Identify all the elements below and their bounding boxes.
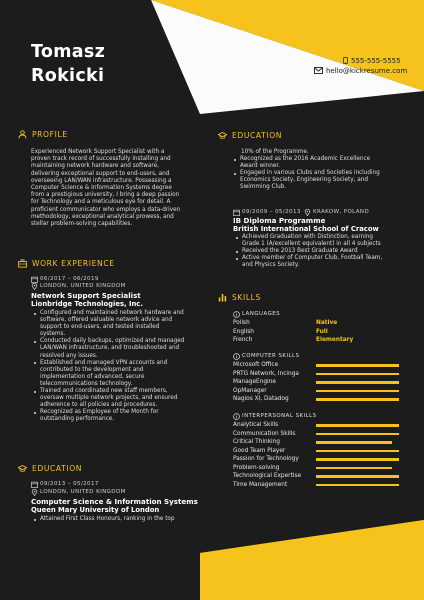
profile-line: overseeing LAN/WAN infrastructure. Possessing a xyxy=(31,177,172,184)
list-item: Attained First Class Honours, ranking in the top xyxy=(33,516,175,523)
skill-level-bar xyxy=(316,373,399,376)
work-experience-heading: WORK EXPERIENCE xyxy=(32,259,115,268)
list-item: Recognized as the 2016 Academic Excellence xyxy=(233,156,380,163)
email-address[interactable]: hello@kickresume.com xyxy=(326,67,408,75)
skill-level-bar xyxy=(316,458,399,461)
job-title: Network Support Specialist xyxy=(31,291,141,300)
skill-name: ManageEngine xyxy=(233,379,276,385)
job-achievements-list xyxy=(33,310,184,424)
skill-name: Good Team Player xyxy=(233,447,286,454)
skill-name: Problem-solving xyxy=(233,464,280,471)
school-name: British International School of Cracow xyxy=(233,225,379,233)
list-item: telecommunications technology. xyxy=(40,380,133,387)
profile-line: methodology, exceptional analytical prowess, and xyxy=(31,213,174,220)
education-line: 10% of the Programme. xyxy=(241,149,309,155)
education-dates: 09/2013 – 05/2017 xyxy=(40,481,99,487)
skill-row xyxy=(233,328,413,336)
job-dates: 06/2017 – 06/2019 xyxy=(40,276,99,282)
education-heading: EDUCATION xyxy=(32,464,83,473)
profile-line: Computer Science & Information Systems degree xyxy=(31,185,172,192)
skill-name: Analytical Skills xyxy=(233,422,279,428)
skill-row xyxy=(233,430,413,438)
list-item: Engaged in various Clubs and Societies including xyxy=(233,170,380,177)
skill-level: Native xyxy=(316,320,338,326)
location-pin-icon xyxy=(31,283,38,290)
skill-row xyxy=(233,387,413,395)
list-item: Award winner. xyxy=(240,163,281,170)
calendar-icon xyxy=(31,276,38,283)
first-name: Tomasz xyxy=(31,42,106,62)
degree-title: Computer Science & Information Systems xyxy=(31,497,198,506)
skill-row xyxy=(233,361,413,369)
list-item: implementation of advanced, secure xyxy=(40,373,145,380)
skill-level-bar xyxy=(316,390,399,393)
graduation-cap-icon xyxy=(218,131,227,140)
list-item: and Physics Society. xyxy=(242,262,300,269)
list-item: oversaw multiple network projects, and ensured xyxy=(40,395,178,402)
skill-name: English xyxy=(233,328,254,335)
skill-name: PRTG Network, Incinga xyxy=(233,370,299,377)
skill-row xyxy=(233,472,413,480)
skill-name: Passion for Technology xyxy=(233,456,299,462)
list-item: Swimming Club. xyxy=(240,184,287,191)
info-icon xyxy=(233,353,240,360)
profile-summary xyxy=(31,149,180,228)
list-item: Economics Society, Engineering Society, and xyxy=(240,177,368,184)
list-item: Configured and maintained network hardware and xyxy=(33,310,184,317)
list-item: contributed to the development and xyxy=(40,366,144,373)
info-icon xyxy=(233,311,240,318)
person-icon xyxy=(18,130,27,139)
profile-heading: PROFILE xyxy=(32,130,68,139)
list-item: Trained and coordinated new staff members, xyxy=(33,388,184,395)
skill-name: Polish xyxy=(233,320,250,326)
calendar-icon xyxy=(31,481,38,488)
education-achievements-list xyxy=(235,234,382,269)
profile-line: stellar problem-solving capabilities. xyxy=(31,221,133,228)
list-item: outstanding performance. xyxy=(40,416,115,423)
degree-title: IB Diploma Programme xyxy=(233,216,326,225)
skill-row xyxy=(233,464,413,472)
education-location: KRAKOW, POLAND xyxy=(313,209,370,215)
skill-row xyxy=(233,455,413,463)
languages-subheading: LANGUAGES xyxy=(242,311,281,317)
skill-name: Technological Expertise xyxy=(233,473,302,479)
skill-row xyxy=(233,481,413,489)
skill-level-bar xyxy=(316,484,399,487)
phone-number[interactable]: 555-555-5555 xyxy=(351,57,401,65)
list-item: Recognized as Employee of the Month for xyxy=(33,409,184,416)
phone-icon xyxy=(341,57,350,64)
list-item: Grade 1 (A/excellent equivalent) in all 4 subjects xyxy=(242,241,381,248)
list-item: Received the 2013 Best Graduate Award xyxy=(235,248,382,255)
skill-name: Nagios XI, Datadog xyxy=(233,396,289,402)
skills-heading: SKILLS xyxy=(232,293,261,302)
profile-line: maintaining network hardware and software, xyxy=(31,163,159,170)
calendar-icon xyxy=(233,209,240,216)
skill-level: Full xyxy=(316,328,328,335)
skill-level-bar xyxy=(316,450,399,453)
skill-name: Microsoft Office xyxy=(233,362,279,368)
list-item: Active member of Computer Club, Football Team, xyxy=(235,255,382,262)
education-dates: 09/2009 – 05/2013 xyxy=(242,209,301,215)
list-item: Conducted daily backups, optimized and managed xyxy=(33,338,184,345)
list-item: software, offered valuable network advice and xyxy=(40,317,173,324)
skill-row xyxy=(233,378,413,386)
skill-level-bar xyxy=(316,467,392,470)
computer-skills-subheading: COMPUTER SKILLS xyxy=(242,353,300,359)
skill-level-bar xyxy=(316,424,399,427)
profile-line: from a prestigious university, I bring a deep passion xyxy=(31,192,180,199)
briefcase-icon xyxy=(18,259,27,268)
last-name: Rokicki xyxy=(31,66,105,86)
education-location: LONDON, UNITED KINGDOM xyxy=(40,489,126,495)
list-item: LAN/WAN infrastructure, and troubleshooted and xyxy=(40,345,180,352)
skill-row xyxy=(233,395,413,403)
profile-line: proven track record of successfully installing and xyxy=(31,156,171,163)
skill-level-bar xyxy=(316,441,392,444)
list-item: adherence to all policies and procedures. xyxy=(40,402,158,409)
location-pin-icon xyxy=(31,489,38,496)
list-item: systems. xyxy=(40,331,66,338)
skill-row xyxy=(233,370,413,378)
graduation-cap-icon xyxy=(18,464,27,473)
list-item: support to end-users, and tested installed xyxy=(40,324,160,331)
list-item: resolved any issues. xyxy=(40,352,98,359)
skill-name: Time Management xyxy=(233,481,288,488)
job-location: LONDON, UNITED KINGDOM xyxy=(40,283,126,289)
skill-level: Elementary xyxy=(316,337,354,343)
location-pin-icon xyxy=(304,209,311,216)
skill-row xyxy=(233,319,413,327)
profile-line: for Technology and a meticulous eye for detail. A xyxy=(31,199,171,206)
skill-row xyxy=(233,438,413,446)
profile-line: Experienced Network Support Specialist with a xyxy=(31,149,165,155)
skill-name: French xyxy=(233,337,253,343)
profile-line: delivering exceptional support to end-users, and xyxy=(31,170,170,177)
education-continued-list xyxy=(233,156,380,191)
info-icon xyxy=(233,413,240,420)
profile-line: proficient communicator who employs a data-driven xyxy=(31,206,181,213)
company-name: Lionbridge Technologies, Inc. xyxy=(31,300,143,308)
skill-row xyxy=(233,336,413,344)
skill-name: Critical Thinking xyxy=(233,439,280,445)
email-icon xyxy=(314,67,323,74)
chart-bars-icon xyxy=(218,293,227,302)
skill-level-bar xyxy=(316,364,399,367)
interpersonal-skills-subheading: INTERPERSONAL SKILLS xyxy=(242,413,317,419)
list-item: Achieved Graduation with Distinction, earning xyxy=(235,234,382,241)
skill-row xyxy=(233,447,413,455)
skill-name: Communication Skills xyxy=(233,430,296,437)
skill-level-bar xyxy=(316,475,399,478)
skill-row xyxy=(233,421,413,429)
education-heading: EDUCATION xyxy=(232,131,283,140)
skill-name: OpManager xyxy=(233,387,267,394)
skill-level-bar xyxy=(316,398,399,401)
skill-level-bar xyxy=(316,433,399,436)
list-item: Established and managed VPN accounts and xyxy=(33,360,184,367)
education-achievements-list xyxy=(33,516,175,523)
school-name: Queen Mary University of London xyxy=(31,506,160,514)
skill-level-bar xyxy=(316,381,399,384)
